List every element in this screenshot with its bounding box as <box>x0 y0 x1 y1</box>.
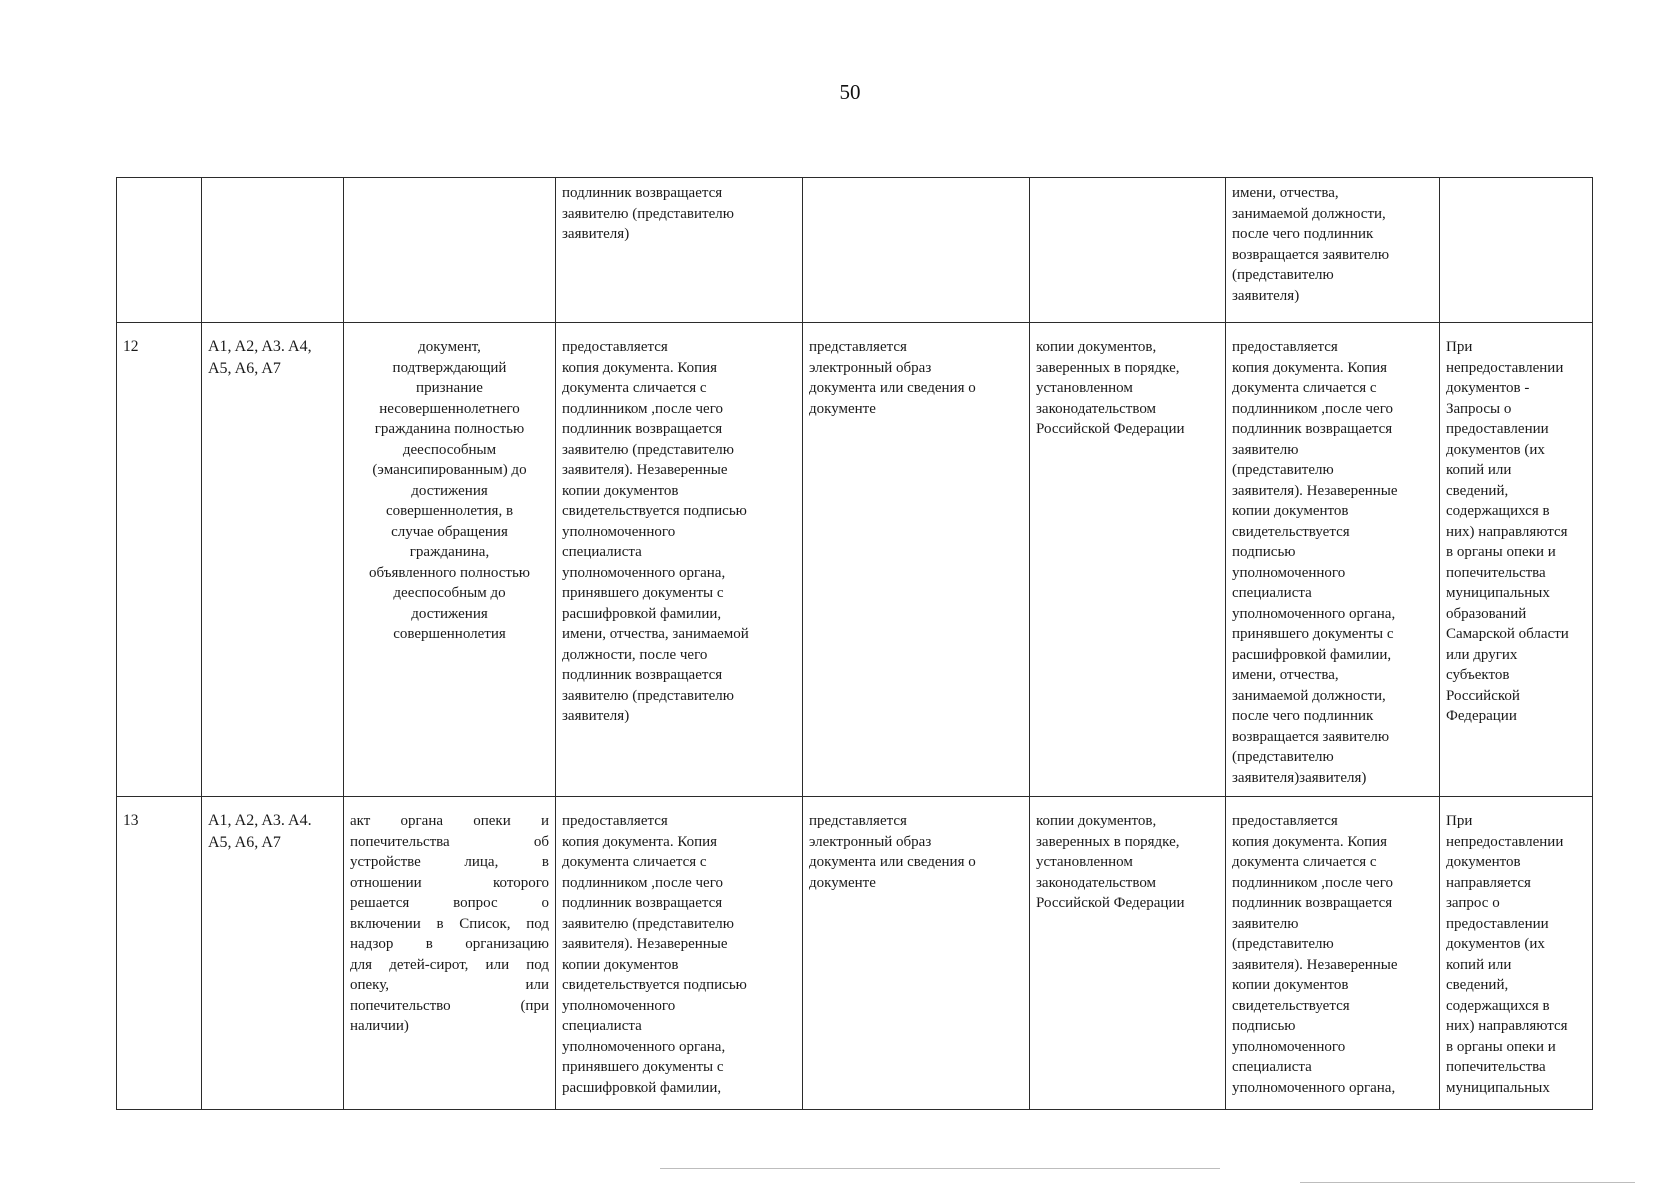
cell-text-line: занимаемой должности, <box>1232 687 1386 704</box>
cell-text-line: опеку, или <box>350 977 549 993</box>
cell-text-line: подтверждающий <box>392 359 507 376</box>
cell-text-line: содержащихся в <box>1446 997 1550 1014</box>
cell-submission-method <box>556 178 803 323</box>
cell-text-line: муниципальных <box>1446 1079 1550 1096</box>
cell-electronic-submission <box>803 178 1030 323</box>
cell-text-line: решается вопрос о <box>350 895 549 911</box>
cell-mfc-submission <box>1226 178 1440 323</box>
cell-text-line: (эмансипированным) до <box>372 462 527 478</box>
cell-text-line: документа или сведения о <box>809 380 976 396</box>
cell-text-line: Российской Федерации <box>1036 421 1185 437</box>
cell-text-line: уполномоченного органа, <box>562 564 726 581</box>
cell-text-line: подлинник возвращается <box>1232 895 1393 911</box>
cell-text-line: возвращается заявителю <box>1232 246 1390 263</box>
cell-text-line: направляется <box>1446 874 1531 891</box>
cell-text-line: Запросы о <box>1446 400 1512 417</box>
cell-text-line: A5, A6, A7 <box>208 360 281 377</box>
cell-text-line: специалиста <box>1232 1059 1312 1075</box>
cell-text-line: заявителя) <box>1232 287 1300 304</box>
cell-text-line: электронный образ <box>809 833 932 850</box>
cell-text-line: документов (их <box>1446 936 1545 952</box>
cell-text-line: в органы опеки и <box>1446 1038 1556 1055</box>
cell-text-line: предоставляется <box>1232 813 1338 829</box>
cell-text-line: заявителю (представителю <box>562 205 734 222</box>
cell-text-line: попечительство (при <box>350 997 549 1014</box>
cell-text-line: предоставляется <box>562 813 668 829</box>
cell-text-line: признание <box>416 380 483 396</box>
cell-text-line: уполномоченного <box>1232 1038 1346 1055</box>
cell-text-line: При <box>1446 339 1473 355</box>
cell-text-line: документов <box>1446 854 1521 870</box>
cell-text-line: заявителю (представителю <box>562 441 734 458</box>
cell-text-line: сведений, <box>1446 977 1509 993</box>
cell-text-line: в органы опеки и <box>1446 544 1556 560</box>
cell-text-line: копии документов, <box>1036 339 1157 355</box>
cell-text-line: имени, отчества, занимаемой <box>562 626 749 642</box>
cell-text-line: Самарской области <box>1446 626 1569 642</box>
cell-text-line: подлинником ,после чего <box>1232 874 1393 891</box>
cell-text-line: попечительства <box>1446 1059 1546 1075</box>
cell-text-line: попечительства <box>1446 564 1546 581</box>
cell-submission-method <box>556 323 803 797</box>
cell-text-line: копии документов <box>1232 977 1349 993</box>
cell-text-line: уполномоченного <box>562 997 676 1014</box>
cell-text-line: представляется <box>809 339 907 355</box>
cell-document-name <box>344 797 556 1110</box>
cell-text-line: заявителя)заявителя) <box>1232 769 1367 786</box>
cell-text-line: (представителю <box>1232 749 1334 765</box>
cell-text-line: копии документов <box>562 956 679 973</box>
cell-text-line: заявителя) <box>562 708 630 724</box>
cell-text-line: свидетельствуется <box>1232 523 1350 540</box>
cell-text-line: принявшего документы с <box>562 1059 724 1075</box>
cell-text-line: специалиста <box>562 544 642 560</box>
cell-text-line: имени, отчества, <box>1232 667 1339 683</box>
cell-electronic-submission <box>803 323 1030 797</box>
cell-text-line: свидетельствуется подписью <box>562 977 747 993</box>
cell-text-line: случае обращения <box>391 523 508 540</box>
cell-electronic-submission <box>803 797 1030 1110</box>
cell-text-line: принявшего документы с <box>1232 626 1394 642</box>
cell-number <box>117 178 202 323</box>
page-number: 50 <box>839 80 861 104</box>
cell-text-line: уполномоченного органа, <box>1232 1079 1396 1096</box>
cell-text-line: документе <box>809 400 876 417</box>
cell-text-line: документа или сведения о <box>809 854 976 870</box>
cell-applicant-codes <box>202 178 344 323</box>
cell-text-line: копии документов <box>562 482 679 499</box>
cell-text-line: законодательством <box>1036 874 1157 891</box>
cell-text-line: подлинник возвращается <box>1232 421 1393 437</box>
cell-text-line: непредоставлении <box>1446 359 1564 376</box>
cell-mfc-submission <box>1226 323 1440 797</box>
cell-text-line: (представителю <box>1232 936 1334 952</box>
cell-certified-copies <box>1030 323 1226 797</box>
cell-non-submission <box>1440 323 1593 797</box>
cell-text-line: документе <box>809 874 876 891</box>
cell-mfc-submission <box>1226 797 1440 1110</box>
cell-text-line: подписью <box>1232 544 1296 560</box>
cell-text-line: после чего подлинник <box>1232 708 1374 724</box>
requirements-table <box>116 177 1593 1110</box>
cell-text-line: заявителя). Незаверенные <box>562 462 728 478</box>
table-row-12 <box>117 323 1593 797</box>
cell-text-line: Российской Федерации <box>1036 895 1185 911</box>
scan-artifact-line <box>660 1168 1220 1169</box>
cell-text-line: представляется <box>809 813 907 829</box>
cell-text-line: установленном <box>1036 854 1133 870</box>
cell-text-line: включении в Список, под <box>350 915 549 932</box>
cell-text-line: должности, после чего <box>562 646 708 663</box>
cell-text-line: уполномоченного <box>562 523 676 540</box>
cell-text-line: A5, A6, A7 <box>208 834 281 851</box>
cell-text-line: объявленного полностью <box>368 564 530 581</box>
cell-text-line: принявшего документы с <box>562 585 724 601</box>
cell-text-line: содержащихся в <box>1446 503 1550 519</box>
cell-text-line: При <box>1446 813 1473 829</box>
cell-text-line: подлинник возвращается <box>562 421 723 437</box>
cell-text-line: документа сличается с <box>1232 854 1377 870</box>
cell-number: 12 <box>117 323 202 797</box>
cell-text-line: сведений, <box>1446 482 1509 499</box>
cell-text-line: уполномоченного <box>1232 564 1346 581</box>
cell-text-line: муниципальных <box>1446 585 1550 601</box>
cell-text-line: документов - <box>1446 380 1530 396</box>
cell-text-line: специалиста <box>562 1018 642 1034</box>
cell-non-submission <box>1440 178 1593 323</box>
cell-text-line: расшифровкой фамилии, <box>562 1079 722 1096</box>
cell-text-line: копии документов, <box>1036 813 1157 829</box>
cell-text-line: Федерации <box>1446 708 1517 724</box>
cell-text-line: подлинником ,после чего <box>562 874 723 891</box>
cell-text-line: достижения <box>411 482 488 499</box>
cell-text-line: надзор в организацию <box>350 936 549 952</box>
cell-text-line: подлинником ,после чего <box>562 400 723 417</box>
cell-text-line: копия документа. Копия <box>562 359 718 376</box>
cell-text-line: свидетельствуется <box>1232 997 1350 1014</box>
cell-non-submission <box>1440 797 1593 1110</box>
cell-text-line: установленном <box>1036 380 1133 396</box>
cell-text-line: заявителя). Незаверенные <box>1232 482 1398 499</box>
cell-text-line: документа сличается с <box>1232 380 1377 396</box>
table-row-13 <box>117 797 1593 1110</box>
cell-document-name <box>344 178 556 323</box>
cell-text-line: предоставляется <box>562 339 668 355</box>
cell-text-line: подлинник возвращается <box>562 185 723 201</box>
cell-certified-copies <box>1030 178 1226 323</box>
cell-text-line: расшифровкой фамилии, <box>562 605 722 622</box>
cell-text-line: наличии) <box>350 1018 409 1034</box>
cell-text-line: попечительства об <box>350 833 549 850</box>
scan-artifact-line <box>1300 1182 1635 1183</box>
cell-text-line: A1, A2, A3. A4. <box>208 812 312 829</box>
cell-text-line: заверенных в порядке, <box>1036 833 1180 850</box>
table-row-continuation <box>117 178 1593 323</box>
cell-text-line: или других <box>1446 646 1518 663</box>
cell-text-line: заявителю <box>1232 915 1299 932</box>
cell-text-line: уполномоченного органа, <box>1232 605 1396 622</box>
cell-text-line: заявителя). Незаверенные <box>562 936 728 952</box>
cell-text-line: совершеннолетия <box>393 626 506 642</box>
cell-text-line: подписью <box>1232 1018 1296 1034</box>
cell-text-line: гражданина, <box>409 544 490 560</box>
cell-text-line: свидетельствуется подписью <box>562 503 747 519</box>
cell-text-line: документа сличается с <box>562 380 707 396</box>
cell-text-line: устройстве лица, в <box>350 854 549 870</box>
cell-applicant-codes <box>202 323 344 797</box>
cell-text-line: копия документа. Копия <box>1232 359 1388 376</box>
cell-text-line: после чего подлинник <box>1232 226 1374 242</box>
cell-text-line: электронный образ <box>809 359 932 376</box>
cell-text-line: возвращается заявителю <box>1232 728 1390 745</box>
cell-text-line: субъектов <box>1446 667 1510 683</box>
cell-text-line: документа сличается с <box>562 854 707 870</box>
cell-text-line: подлинник возвращается <box>562 895 723 911</box>
cell-text-line: непредоставлении <box>1446 833 1564 850</box>
cell-text-line: документов (их <box>1446 441 1545 458</box>
cell-text-line: совершеннолетия, в <box>385 503 514 519</box>
cell-text-line: заявителю (представителю <box>562 915 734 932</box>
cell-text-line: Российской <box>1446 687 1520 704</box>
cell-text-line: запрос о <box>1446 895 1500 911</box>
cell-applicant-codes <box>202 797 344 1110</box>
cell-certified-copies <box>1030 797 1226 1110</box>
cell-text-line: подлинник возвращается <box>562 667 723 683</box>
cell-text-line: акт органа опеки и <box>350 813 549 829</box>
cell-number: 13 <box>117 797 202 1110</box>
cell-text-line: уполномоченного органа, <box>562 1038 726 1055</box>
cell-text-line: несовершеннолетнего <box>379 400 520 417</box>
cell-submission-method <box>556 797 803 1110</box>
cell-text-line: заявителю <box>1232 441 1299 458</box>
cell-text-line: (представителю <box>1232 267 1334 283</box>
cell-text-line: предоставлении <box>1446 421 1549 437</box>
cell-text-line: заявителю (представителю <box>562 687 734 704</box>
cell-text-line: достижения <box>411 605 488 622</box>
cell-text-line: предоставлении <box>1446 915 1549 932</box>
cell-text-line: дееспособным <box>402 441 497 458</box>
cell-text-line: имени, отчества, <box>1232 185 1339 201</box>
cell-text-line: копий или <box>1446 956 1512 973</box>
cell-text-line: законодательством <box>1036 400 1157 417</box>
cell-text-line: них) направляются <box>1446 523 1568 540</box>
cell-text-line: заявителя) <box>562 226 630 242</box>
cell-text-line: дееспособным до <box>393 585 506 601</box>
cell-text-line: занимаемой должности, <box>1232 205 1386 222</box>
cell-text-line: них) направляются <box>1446 1018 1568 1034</box>
cell-text-line: копий или <box>1446 462 1512 478</box>
cell-document-name <box>344 323 556 797</box>
cell-text-line: (представителю <box>1232 462 1334 478</box>
cell-text-line: заявителя). Незаверенные <box>1232 956 1398 973</box>
cell-text-line: копия документа. Копия <box>1232 833 1388 850</box>
cell-text-line: A1, A2, A3. A4, <box>208 338 312 355</box>
cell-text-line: заверенных в порядке, <box>1036 359 1180 376</box>
cell-text-line: специалиста <box>1232 585 1312 601</box>
cell-text-line: копии документов <box>1232 503 1349 519</box>
cell-text-line: документ, <box>418 339 481 355</box>
cell-text-line: копия документа. Копия <box>562 833 718 850</box>
cell-text-line: для детей-сирот, или под <box>350 956 549 973</box>
cell-text-line: предоставляется <box>1232 339 1338 355</box>
cell-text-line: расшифровкой фамилии, <box>1232 646 1392 663</box>
cell-text-line: отношении которого <box>350 874 549 891</box>
cell-text-line: гражданина полностью <box>374 421 525 437</box>
cell-text-line: подлинником ,после чего <box>1232 400 1393 417</box>
cell-text-line: образований <box>1446 605 1527 622</box>
